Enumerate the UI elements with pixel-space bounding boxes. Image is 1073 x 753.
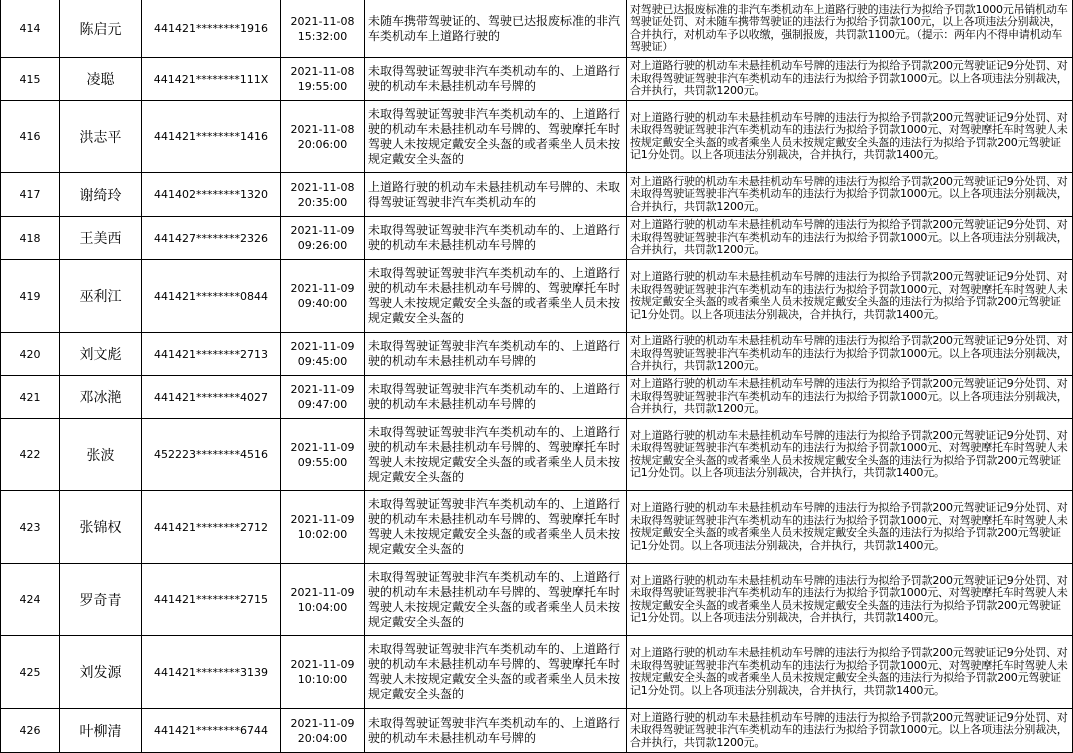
table-row — [1, 260, 1073, 333]
id-number: 441421********2712 — [142, 491, 281, 564]
violation-description: 上道路行驶的机动车未悬挂机动车号牌的、未取得驾驶证驾驶非汽车类机动车的 — [365, 173, 627, 217]
table-row — [1, 333, 1073, 376]
penalty-description: 对上道路行驶的机动车未悬挂机动车号牌的违法行为拟给予罚款200元驾驶证记9分处罚、对未取得驾驶证驾驶非汽车类机动车的违法行为拟给予罚款1000元、对驾驶摩托车时驾驶人未按规定戴安全头盔的或者乘坐人员未按规定戴安全头盔的违法行为拟给予罚款200元驾驶证记1分处罚。以上各项违法分别裁决，合并执行，共罚款1400元。 — [627, 636, 1073, 709]
violation-datetime — [281, 0, 365, 58]
row-number: 422 — [1, 419, 60, 491]
table-row — [1, 217, 1073, 260]
violation-description: 未取得驾驶证驾驶非汽车类机动车的、上道路行驶的机动车未悬挂机动车号牌的、驾驶摩托车时驾驶人未按规定戴安全头盔的或者乘坐人员未按规定戴安全头盔的 — [365, 491, 627, 564]
penalty-description: 对上道路行驶的机动车未悬挂机动车号牌的违法行为拟给予罚款200元驾驶证记9分处罚、对未取得驾驶证驾驶非汽车类机动车的违法行为拟给予罚款1000元、对驾驶摩托车时驾驶人未按规定戴安全头盔的或者乘坐人员未按规定戴安全头盔的违法行为拟给予罚款200元驾驶证记1分处罚。以上各项违法分别裁决，合并执行，共罚款1400元。 — [627, 101, 1073, 173]
row-number: 414 — [1, 0, 60, 58]
person-name: 邓冰滟 — [60, 376, 142, 419]
row-number: 426 — [1, 709, 60, 753]
table-row — [1, 376, 1073, 419]
violation-description: 未取得驾驶证驾驶非汽车类机动车的、上道路行驶的机动车未悬挂机动车号牌的、驾驶摩托车时驾驶人未按规定戴安全头盔的或者乘坐人员未按规定戴安全头盔的 — [365, 101, 627, 173]
violation-time: 10:10:00 — [297, 673, 348, 686]
violation-time: 09:45:00 — [297, 355, 348, 368]
penalty-description: 对驾驶已达报废标准的非汽车类机动车上道路行驶的违法行为拟给予罚款1000元吊销机动车驾驶证处罚、对未随车携带驾驶证的违法行为拟给予罚款100元，以上各项违法分别裁决，合并执行，对机动车予以收缴，强制报废，共罚款1100元。（提示：两年内不得申请机动车驾驶证） — [627, 0, 1073, 58]
id-number: 441427********2326 — [142, 217, 281, 260]
row-number: 416 — [1, 101, 60, 173]
violation-time: 09:55:00 — [297, 455, 348, 469]
violation-description: 未取得驾驶证驾驶非汽车类机动车的、上道路行驶的机动车未悬挂机动车号牌的、驾驶摩托车时驾驶人未按规定戴安全头盔的或者乘坐人员未按规定戴安全头盔的 — [365, 636, 627, 709]
person-name: 刘文彪 — [60, 333, 142, 376]
violation-datetime — [281, 260, 365, 333]
violation-time: 10:02:00 — [297, 528, 348, 541]
violation-description: 未取得驾驶证驾驶非汽车类机动车的、上道路行驶的机动车未悬挂机动车号牌的 — [365, 376, 627, 419]
violation-datetime — [281, 636, 365, 709]
violation-time: 10:04:00 — [297, 600, 348, 614]
person-name: 张锦权 — [60, 491, 142, 564]
id-number: 441421********2715 — [142, 564, 281, 636]
penalty-description: 对上道路行驶的机动车未悬挂机动车号牌的违法行为拟给予罚款200元驾驶证记9分处罚、对未取得驾驶证驾驶非汽车类机动车的违法行为拟给予罚款1000元。以上各项违法分别裁决，合并执行，共罚款1200元。 — [627, 709, 1073, 753]
violation-date: 2021-11-09 — [290, 658, 355, 671]
row-number: 418 — [1, 217, 60, 260]
row-number: 421 — [1, 376, 60, 419]
violation-time: 09:26:00 — [297, 239, 348, 252]
id-number: 441421********2713 — [142, 333, 281, 376]
violation-datetime — [281, 564, 365, 636]
violation-datetime — [281, 217, 365, 260]
violation-datetime — [281, 173, 365, 217]
violation-datetime — [281, 419, 365, 491]
table-row — [1, 58, 1073, 101]
violation-description: 未取得驾驶证驾驶非汽车类机动车的、上道路行驶的机动车未悬挂机动车号牌的 — [365, 333, 627, 376]
violation-date: 2021-11-09 — [290, 224, 355, 237]
violation-date: 2021-11-08 — [290, 14, 355, 28]
person-name: 罗奇青 — [60, 564, 142, 636]
violation-datetime — [281, 491, 365, 564]
violation-datetime — [281, 709, 365, 753]
id-number: 441421********0844 — [142, 260, 281, 333]
row-number: 415 — [1, 58, 60, 101]
penalty-description: 对上道路行驶的机动车未悬挂机动车号牌的违法行为拟给予罚款200元驾驶证记9分处罚、对未取得驾驶证驾驶非汽车类机动车的违法行为拟给予罚款1000元、对驾驶摩托车时驾驶人未按规定戴安全头盔的或者乘坐人员未按规定戴安全头盔的违法行为拟给予罚款200元驾驶证记1分处罚。以上各项违法分别裁决，合并执行，共罚款1400元。 — [627, 491, 1073, 564]
person-name: 洪志平 — [60, 101, 142, 173]
violation-description: 未取得驾驶证驾驶非汽车类机动车的、上道路行驶的机动车未悬挂机动车号牌的、驾驶摩托车时驾驶人未按规定戴安全头盔的或者乘坐人员未按规定戴安全头盔的 — [365, 419, 627, 491]
table-row — [1, 0, 1073, 58]
penalty-description: 对上道路行驶的机动车未悬挂机动车号牌的违法行为拟给予罚款200元驾驶证记9分处罚、对未取得驾驶证驾驶非汽车类机动车的违法行为拟给予罚款1000元、对驾驶摩托车时驾驶人未按规定戴安全头盔的或者乘坐人员未按规定戴安全头盔的违法行为拟给予罚款200元驾驶证记1分处罚。以上各项违法分别裁决，合并执行，共罚款1400元。 — [627, 260, 1073, 333]
penalty-description: 对上道路行驶的机动车未悬挂机动车号牌的违法行为拟给予罚款200元驾驶证记9分处罚、对未取得驾驶证驾驶非汽车类机动车的违法行为拟给予罚款1000元。以上各项违法分别裁决，合并执行，共罚款1200元。 — [627, 217, 1073, 260]
violation-datetime — [281, 58, 365, 101]
violation-description: 未取得驾驶证驾驶非汽车类机动车的、上道路行驶的机动车未悬挂机动车号牌的、驾驶摩托车时驾驶人未按规定戴安全头盔的或者乘坐人员未按规定戴安全头盔的 — [365, 564, 627, 636]
person-name: 陈启元 — [60, 0, 142, 58]
table-row — [1, 636, 1073, 709]
violation-description: 未取得驾驶证驾驶非汽车类机动车的、上道路行驶的机动车未悬挂机动车号牌的 — [365, 58, 627, 101]
violation-date: 2021-11-09 — [290, 716, 355, 730]
person-name: 谢绮玲 — [60, 173, 142, 217]
table-row — [1, 101, 1073, 173]
row-number: 420 — [1, 333, 60, 376]
violation-date: 2021-11-09 — [290, 513, 355, 526]
violation-description: 未随车携带驾驶证的、驾驶已达报废标准的非汽车类机动车上道路行驶的 — [365, 0, 627, 58]
violation-time: 20:04:00 — [297, 731, 348, 745]
penalty-description: 对上道路行驶的机动车未悬挂机动车号牌的违法行为拟给予罚款200元驾驶证记9分处罚、对未取得驾驶证驾驶非汽车类机动车的违法行为拟给予罚款1000元。以上各项违法分别裁决，合并执行，共罚款1200元。 — [627, 58, 1073, 101]
penalty-description: 对上道路行驶的机动车未悬挂机动车号牌的违法行为拟给予罚款200元驾驶证记9分处罚、对未取得驾驶证驾驶非汽车类机动车的违法行为拟给予罚款1000元。以上各项违法分别裁决，合并执行，共罚款1200元。 — [627, 333, 1073, 376]
person-name: 刘发源 — [60, 636, 142, 709]
table-row — [1, 419, 1073, 491]
violation-time: 15:32:00 — [297, 29, 348, 43]
table-row — [1, 564, 1073, 636]
violation-date: 2021-11-09 — [290, 383, 355, 396]
violation-date: 2021-11-09 — [290, 585, 355, 599]
id-number: 441402********1320 — [142, 173, 281, 217]
violation-time: 09:40:00 — [297, 297, 348, 310]
violation-time: 20:35:00 — [297, 195, 348, 209]
violation-date: 2021-11-08 — [290, 180, 355, 194]
violation-datetime — [281, 333, 365, 376]
penalty-description: 对上道路行驶的机动车未悬挂机动车号牌的违法行为拟给予罚款200元驾驶证记9分处罚、对未取得驾驶证驾驶非汽车类机动车的违法行为拟给予罚款1000元。以上各项违法分别裁决，合并执行，共罚款1200元。 — [627, 376, 1073, 419]
person-name: 叶柳清 — [60, 709, 142, 753]
violation-description: 未取得驾驶证驾驶非汽车类机动车的、上道路行驶的机动车未悬挂机动车号牌的、驾驶摩托车时驾驶人未按规定戴安全头盔的或者乘坐人员未按规定戴安全头盔的 — [365, 260, 627, 333]
person-name: 王美西 — [60, 217, 142, 260]
violations-table-body — [1, 0, 1073, 753]
violation-time: 19:55:00 — [297, 80, 348, 93]
id-number: 441421********4027 — [142, 376, 281, 419]
penalty-description: 对上道路行驶的机动车未悬挂机动车号牌的违法行为拟给予罚款200元驾驶证记9分处罚、对未取得驾驶证驾驶非汽车类机动车的违法行为拟给予罚款1000元、对驾驶摩托车时驾驶人未按规定戴安全头盔的或者乘坐人员未按规定戴安全头盔的违法行为拟给予罚款200元驾驶证记1分处罚。以上各项违法分别裁决，合并执行，共罚款1400元。 — [627, 419, 1073, 491]
penalty-description: 对上道路行驶的机动车未悬挂机动车号牌的违法行为拟给予罚款200元驾驶证记9分处罚、对未取得驾驶证驾驶非汽车类机动车的违法行为拟给予罚款1000元。以上各项违法分别裁决，合并执行，共罚款1200元。 — [627, 173, 1073, 217]
row-number: 423 — [1, 491, 60, 564]
violation-date: 2021-11-09 — [290, 340, 355, 353]
person-name: 凌聪 — [60, 58, 142, 101]
id-number: 441421********1916 — [142, 0, 281, 58]
row-number: 419 — [1, 260, 60, 333]
violation-description: 未取得驾驶证驾驶非汽车类机动车的、上道路行驶的机动车未悬挂机动车号牌的 — [365, 217, 627, 260]
table-row — [1, 709, 1073, 753]
id-number: 441421********111X — [142, 58, 281, 101]
id-number: 441421********3139 — [142, 636, 281, 709]
person-name: 张波 — [60, 419, 142, 491]
table-row — [1, 173, 1073, 217]
row-number: 424 — [1, 564, 60, 636]
violation-date: 2021-11-08 — [290, 65, 355, 78]
person-name: 巫利江 — [60, 260, 142, 333]
id-number: 441421********1416 — [142, 101, 281, 173]
violation-datetime — [281, 101, 365, 173]
penalty-description: 对上道路行驶的机动车未悬挂机动车号牌的违法行为拟给予罚款200元驾驶证记9分处罚、对未取得驾驶证驾驶非汽车类机动车的违法行为拟给予罚款1000元、对驾驶摩托车时驾驶人未按规定戴安全头盔的或者乘坐人员未按规定戴安全头盔的违法行为拟给予罚款200元驾驶证记1分处罚。以上各项违法分别裁决，合并执行，共罚款1400元。 — [627, 564, 1073, 636]
row-number: 417 — [1, 173, 60, 217]
table-row — [1, 491, 1073, 564]
row-number: 425 — [1, 636, 60, 709]
violation-date: 2021-11-08 — [290, 122, 355, 136]
violation-description: 未取得驾驶证驾驶非汽车类机动车的、上道路行驶的机动车未悬挂机动车号牌的 — [365, 709, 627, 753]
violation-datetime — [281, 376, 365, 419]
violation-time: 09:47:00 — [297, 398, 348, 411]
id-number: 441421********6744 — [142, 709, 281, 753]
id-number: 452223********4516 — [142, 419, 281, 491]
violation-date: 2021-11-09 — [290, 440, 355, 454]
violation-date: 2021-11-09 — [290, 282, 355, 295]
violation-time: 20:06:00 — [297, 137, 348, 151]
